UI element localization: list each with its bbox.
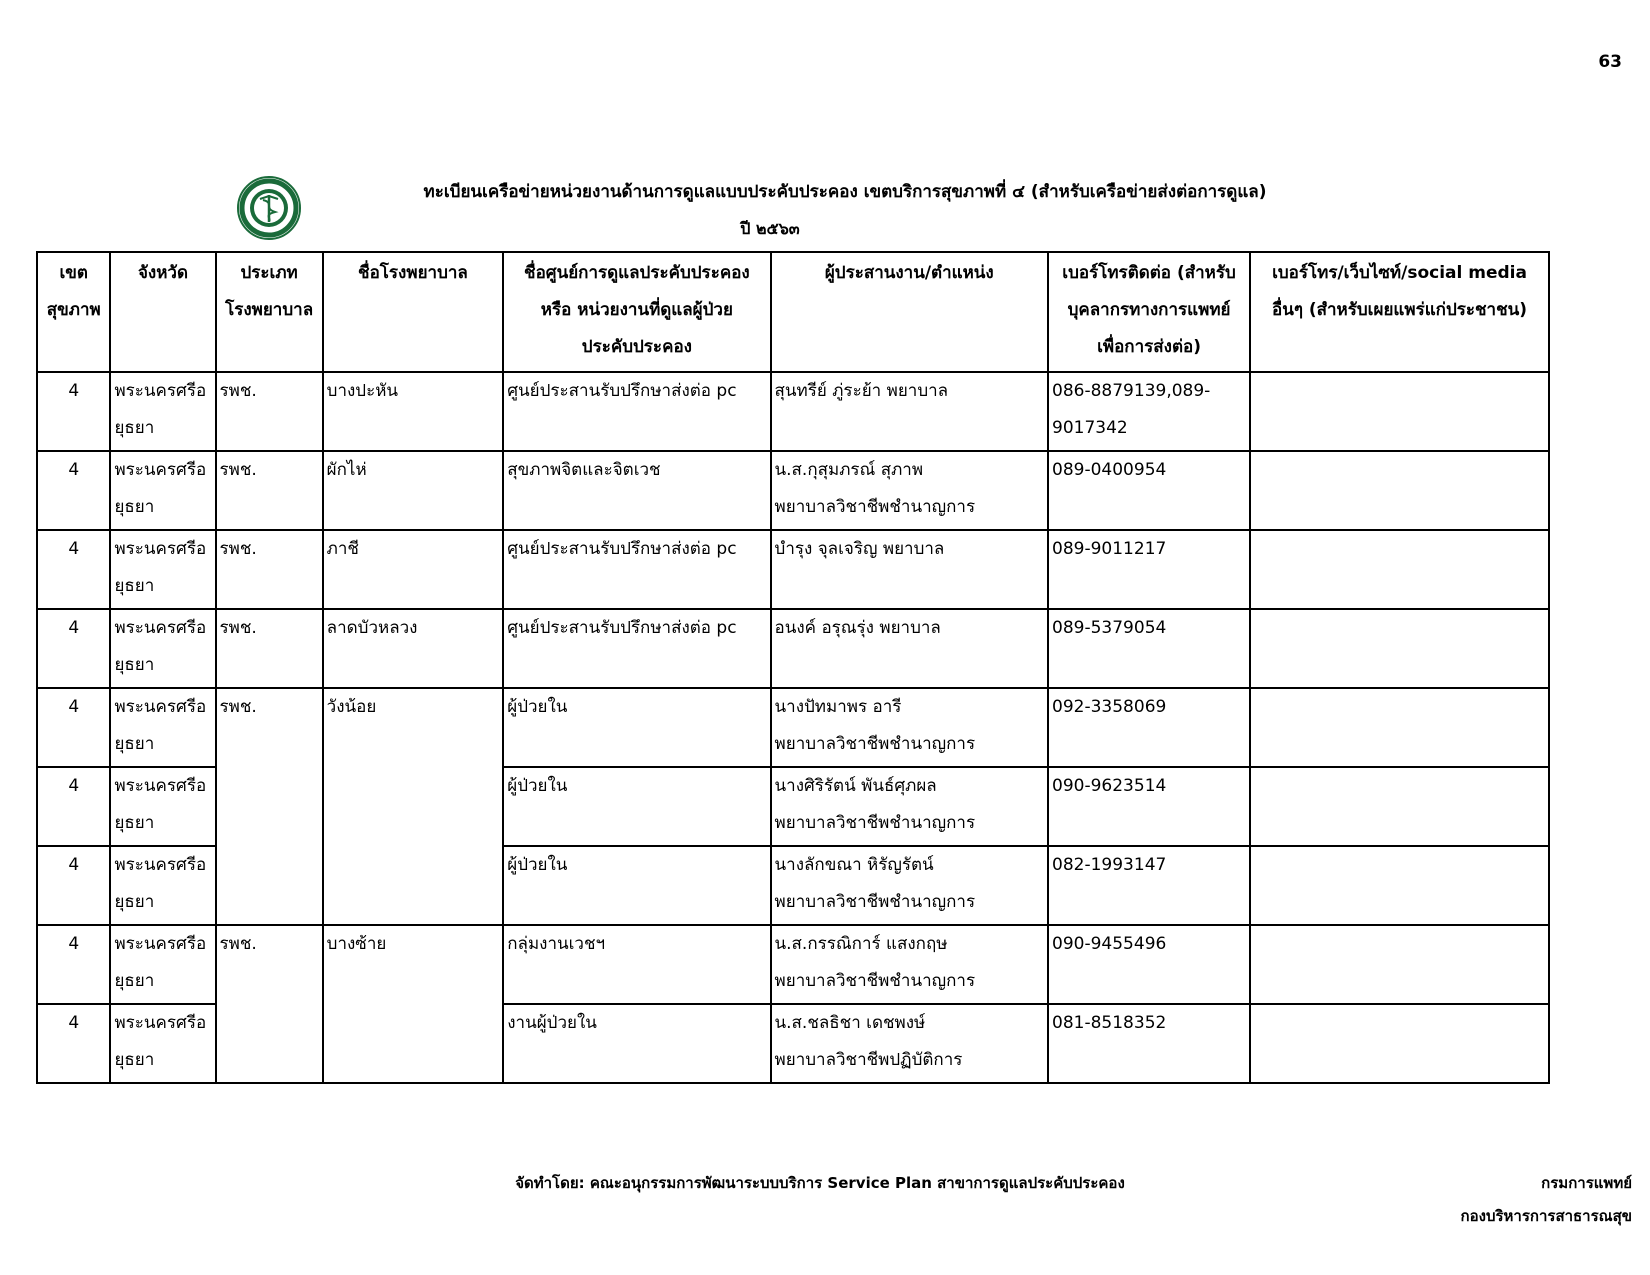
cell-line: ยุธยา [114,418,155,438]
header-line: ผู้ประสานงาน/ตำแหน่ง [824,263,994,283]
cell-palliative-center: สุขภาพจิตและจิตเวช [503,451,770,530]
header-public-contact [1250,252,1549,372]
cell-public-contact [1250,846,1549,925]
cell-line: 9017342 [1052,418,1128,438]
header-line: ชื่อศูนย์การดูแลประคับประคอง [524,263,750,283]
cell-zone: 4 [37,688,110,767]
cell-line: ยุธยา [114,734,155,754]
header-line: ประคับประคอง [581,337,692,357]
cell-line: 090-9455496 [1052,934,1167,954]
cell-hospital-type: รพช. [216,609,323,688]
cell-province [110,767,215,846]
header-line: เขต [59,263,88,283]
cell-province [110,925,215,1004]
cell-line: พระนครศรีอ [114,618,207,638]
cell-hospital-type: รพช. [216,530,323,609]
footer-prepared-by: จัดทำโดย: คณะอนุกรรมการพัฒนาระบบบริการ Service Plan สาขาการดูแลประคับประคอง [515,1174,1125,1192]
header-palliative-center [503,252,770,372]
cell-line: พระนครศรีอ [114,1013,207,1033]
header-line: บุคลากรทางการแพทย์ [1067,300,1231,320]
cell-line: พยาบาลวิชาชีพชำนาญการ [774,497,976,517]
cell-palliative-center: ศูนย์ประสานรับปรึกษาส่งต่อ pc [503,530,770,609]
page-number: 63 [1598,52,1622,72]
cell-line: พยาบาลวิชาชีพชำนาญการ [774,971,976,991]
table-row [37,372,1549,451]
header-zone [37,252,110,372]
cell-line: พระนครศรีอ [114,934,207,954]
header-hospital-type [216,252,323,372]
cell-line: พยาบาลวิชาชีพชำนาญการ [774,892,976,912]
cell-zone: 4 [37,451,110,530]
cell-line: ยุธยา [114,971,155,991]
cell-line: พยาบาลวิชาชีพชำนาญการ [774,734,976,754]
table-row [37,925,1549,1004]
cell-hospital-name: ภาชี [323,530,504,609]
cell-line: นางปัทมาพร อารี [774,697,902,717]
cell-public-contact [1250,925,1549,1004]
cell-palliative-center: งานผู้ป่วยใน [503,1004,770,1083]
header-province [110,252,215,372]
cell-coordinator [771,767,1049,846]
cell-line: ยุธยา [114,497,155,517]
cell-hospital-type: รพช. [216,688,323,925]
cell-palliative-center: ศูนย์ประสานรับปรึกษาส่งต่อ pc [503,372,770,451]
document-title: ทะเบียนเครือข่ายหน่วยงานด้านการดูแลแบบประคับประคอง เขตบริการสุขภาพที่ ๔ (สำหรับเครือข่ายส่งต่อการดูแล) [423,182,1267,202]
table-row [37,530,1549,609]
cell-line: ยุธยา [114,892,155,912]
cell-line: บำรุง จุลเจริญ พยาบาล [774,539,945,559]
header-hospital-name [323,252,504,372]
cell-line: 089-9011217 [1052,539,1167,559]
network-registry-table [36,251,1550,1084]
header-line: จังหวัด [137,263,189,283]
cell-coordinator [771,688,1049,767]
ministry-seal-logo [236,175,302,241]
cell-hospital-name: ผักไห่ [323,451,504,530]
cell-public-contact [1250,767,1549,846]
cell-hospital-name: ลาดบัวหลวง [323,609,504,688]
cell-line: นางลักขณา หิรัญรัตน์ [774,855,934,875]
cell-coordinator [771,530,1049,609]
cell-line: อนงค์ อรุณรุ่ง พยาบาล [774,618,941,638]
cell-line: พระนครศรีอ [114,697,207,717]
cell-hospital-type: รพช. [216,451,323,530]
cell-coordinator [771,372,1049,451]
cell-zone: 4 [37,609,110,688]
cell-province [110,688,215,767]
cell-public-contact [1250,609,1549,688]
cell-public-contact [1250,530,1549,609]
cell-zone: 4 [37,530,110,609]
cell-line: น.ส.ชลธิชา เดชพงษ์ [774,1013,926,1033]
cell-line: ยุธยา [114,1050,155,1070]
cell-zone: 4 [37,925,110,1004]
header-line: โรงพยาบาล [225,300,314,320]
cell-coordinator [771,925,1049,1004]
cell-line: พยาบาลวิชาชีพปฏิบัติการ [774,1050,963,1070]
cell-province [110,451,215,530]
footer-org-medical-department: กรมการแพทย์ [1541,1174,1632,1192]
cell-province [110,372,215,451]
cell-coordinator [771,451,1049,530]
table-row [37,609,1549,688]
table-header-row [37,252,1549,372]
cell-line: ยุธยา [114,576,155,596]
cell-coordinator [771,1004,1049,1083]
cell-line: น.ส.กุสุมภรณ์ สุภาพ [774,460,924,480]
cell-line: น.ส.กรรณิการ์ แสงกฤษ [774,934,948,954]
cell-line: นางศิริรัตน์ พันธ์ศุภผล [774,776,937,796]
table-row [37,451,1549,530]
header-line: หรือ หน่วยงานที่ดูแลผู้ป่วย [540,300,733,320]
cell-medical-phone [1048,530,1250,609]
cell-zone: 4 [37,767,110,846]
cell-line: พยาบาลวิชาชีพชำนาญการ [774,813,976,833]
cell-line: พระนครศรีอ [114,381,207,401]
cell-medical-phone [1048,846,1250,925]
cell-line: ยุธยา [114,813,155,833]
cell-line: 092-3358069 [1052,697,1167,717]
footer-org-public-health-admin: กองบริหารการสาธารณสุข [1460,1207,1632,1225]
cell-line: พระนครศรีอ [114,855,207,875]
cell-public-contact [1250,451,1549,530]
cell-palliative-center: กลุ่มงานเวชฯ [503,925,770,1004]
cell-public-contact [1250,688,1549,767]
cell-province [110,530,215,609]
document-subtitle: ปี ๒๕๖๓ [740,219,800,238]
cell-line: 081-8518352 [1052,1013,1167,1033]
cell-coordinator [771,846,1049,925]
cell-province [110,1004,215,1083]
header-line: สุขภาพ [46,300,101,320]
cell-hospital-name: บางซ้าย [323,925,504,1083]
header-line: เบอร์โทร/เว็บไซท์/social media [1272,263,1527,283]
cell-coordinator [771,609,1049,688]
cell-hospital-type: รพช. [216,372,323,451]
cell-province [110,846,215,925]
header-line: ประเภท [240,263,298,283]
cell-medical-phone [1048,767,1250,846]
table-row [37,688,1549,767]
cell-palliative-center: ผู้ป่วยใน [503,688,770,767]
header-coordinator [771,252,1049,372]
cell-hospital-type: รพช. [216,925,323,1083]
cell-line: พระนครศรีอ [114,460,207,480]
cell-province [110,609,215,688]
cell-public-contact [1250,1004,1549,1083]
cell-medical-phone [1048,609,1250,688]
cell-line: สุนทรีย์ ภู่ระย้า พยาบาล [774,381,949,401]
cell-medical-phone [1048,688,1250,767]
table-body [37,372,1549,1083]
cell-line: ยุธยา [114,655,155,675]
cell-medical-phone [1048,372,1250,451]
cell-line: พระนครศรีอ [114,539,207,559]
cell-medical-phone [1048,451,1250,530]
cell-line: 082-1993147 [1052,855,1167,875]
cell-palliative-center: ผู้ป่วยใน [503,846,770,925]
cell-line: 090-9623514 [1052,776,1167,796]
cell-hospital-name: บางปะหัน [323,372,504,451]
cell-zone: 4 [37,1004,110,1083]
cell-zone: 4 [37,846,110,925]
header-line: เพื่อการส่งต่อ) [1097,337,1201,357]
cell-hospital-name: วังน้อย [323,688,504,925]
cell-line: 089-0400954 [1052,460,1167,480]
header-line: อื่นๆ (สำหรับเผยแพร่แก่ประชาชน) [1271,300,1528,320]
header-line: เบอร์โทรติดต่อ (สำหรับ [1062,263,1236,283]
cell-line: พระนครศรีอ [114,776,207,796]
cell-zone: 4 [37,372,110,451]
cell-line: 086-8879139,089- [1052,381,1211,401]
cell-palliative-center: ผู้ป่วยใน [503,767,770,846]
cell-line: 089-5379054 [1052,618,1167,638]
cell-public-contact [1250,372,1549,451]
header-line: ชื่อโรงพยาบาล [358,263,468,283]
cell-palliative-center: ศูนย์ประสานรับปรึกษาส่งต่อ pc [503,609,770,688]
cell-medical-phone [1048,1004,1250,1083]
cell-medical-phone [1048,925,1250,1004]
header-medical-phone [1048,252,1250,372]
